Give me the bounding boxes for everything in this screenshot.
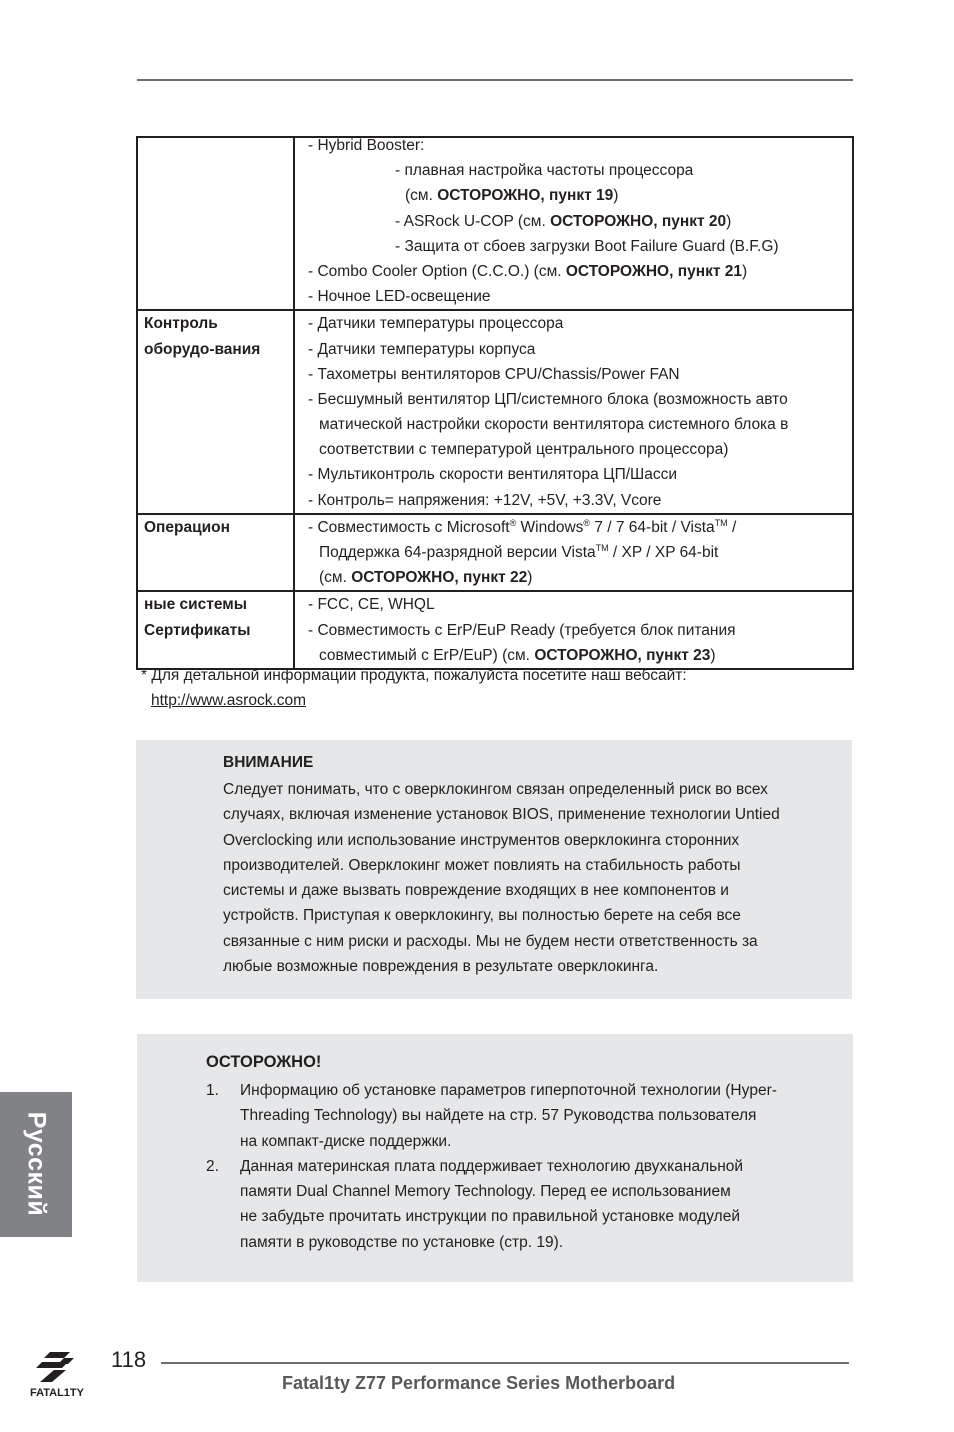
row-values: [295, 133, 852, 309]
list-item: - Защита от сбоев загрузки Boot Failure Guard (B.F.G): [395, 237, 779, 255]
list-item: (см. ОСТОРОЖНО, пункт 19): [405, 187, 619, 205]
list-item: - ASRock U-COP (см. ОСТОРОЖНО, пункт 20): [395, 212, 732, 230]
caution-box: [137, 1034, 853, 1282]
language-label: Русский: [22, 1111, 51, 1217]
list-item: 2. Данная материнская плата поддерживает технологию двухканальной памяти Dual Channel Memory Technology. Перед ее использованием не забудьте прочитать инструкции по правильной установке модулей памяти в руководстве по установке (стр. 19).: [206, 1154, 836, 1255]
caution-title: ОСТОРОЖНО!: [206, 1053, 322, 1071]
list-item: - Мультиконтроль скорости вентилятора ЦП/Шасси: [308, 466, 677, 484]
list-item: совместимый с ErP/EuP) (см. ОСТОРОЖНО, пункт 23): [319, 646, 716, 664]
item-number: 1.: [206, 1082, 219, 1099]
page-number: 118: [111, 1347, 147, 1372]
list-item: - Совместимость с ErP/EuP Ready (требуется блок питания: [308, 621, 736, 639]
list-item: 1. Информацию об установке параметров гиперпоточной технологии (Hyper- Threading Technology) вы найдете на стр. 57 Руководства пользователя на компакт-диске поддержки.: [206, 1078, 836, 1154]
row-label-line: Операцион: [144, 518, 231, 536]
list-item: Поддержка 64-разрядной версии Vista™ / XP / XP 64-bit: [319, 543, 719, 561]
list-item: (см. ОСТОРОЖНО, пункт 22): [319, 569, 533, 587]
table-row: [138, 513, 852, 591]
language-tab: [0, 1092, 72, 1237]
list-item: - Датчики температуры корпуса: [308, 340, 536, 358]
spec-table: [136, 136, 854, 670]
header-rule: [137, 79, 853, 81]
warning-text: Следует понимать, что с оверклокингом связан определенный риск во всех случаях, включая изменение установок BIOS, применение технологии Untied Overclocking или использование инструментов оверклокинга сторонних производителей. Оверклокинг может повлиять на стабильность работы системы и даже вызвать повреждение входящих в нее компонентов и устройств. Приступая к оверклокингу, вы полностью берете на себя все связанные с ним риски и расходы. Мы не будем нести ответственность за любые возможные повреждения в результате оверклокинга.: [223, 781, 780, 976]
row-values: [295, 592, 852, 668]
list-item: - Combo Cooler Option (C.C.O.) (см. ОСТОРОЖНО, пункт 21): [308, 262, 748, 280]
row-label-line: оборудо-вания: [144, 340, 261, 358]
list-item: - Бесшумный вентилятор ЦП/системного блока (возможность авто: [308, 390, 788, 408]
row-label-line: Сертификаты: [144, 621, 251, 639]
list-item: - Hybrid Booster:: [308, 137, 425, 154]
table-row: [138, 590, 852, 668]
svg-text:FATAL1TY: FATAL1TY: [30, 1387, 84, 1399]
website-link[interactable]: http://www.asrock.com: [151, 692, 307, 709]
row-label: [138, 592, 295, 668]
footer-title: Fatal1ty Z77 Performance Series Motherboard: [282, 1373, 676, 1393]
row-label: [138, 311, 295, 513]
footnote: [141, 663, 687, 713]
fatal1ty-logo: [28, 1348, 106, 1402]
list-item: соответствии с температурой центрального процессора): [319, 441, 729, 459]
list-item: - FCC, CE, WHQL: [308, 596, 435, 614]
list-item: - Контроль= напряжения: +12V, +5V, +3.3V, Vcore: [308, 491, 662, 509]
row-values: [295, 515, 852, 591]
list-item: - Ночное LED-освещение: [308, 288, 491, 306]
list-item: - Совместимость с Microsoft® Windows® 7 / 7 64-bit / Vista™ /: [308, 517, 737, 536]
list-item: - плавная настройка частоты процессора: [395, 162, 694, 180]
row-label: [138, 515, 295, 591]
warning-title: ВНИМАНИЕ: [223, 754, 314, 771]
list-item: - Тахометры вентиляторов CPU/Chassis/Power FAN: [308, 365, 680, 383]
item-number: 2.: [206, 1157, 219, 1175]
footer-rule: [161, 1362, 849, 1364]
row-values: [295, 311, 852, 513]
warning-box: [136, 740, 852, 999]
list-item: - Датчики температуры процессора: [308, 315, 564, 333]
table-row: [138, 138, 852, 309]
table-row: [138, 309, 852, 513]
row-label: [138, 138, 295, 309]
list-item: матической настройки скорости вентилятора системного блока в: [319, 416, 789, 434]
row-label-line: ные системы: [144, 596, 248, 614]
row-label-line: Контроль: [144, 315, 218, 333]
footnote-text: * Для детальной информации продукта, пожалуйста посетите наш вебсайт:: [141, 667, 687, 684]
